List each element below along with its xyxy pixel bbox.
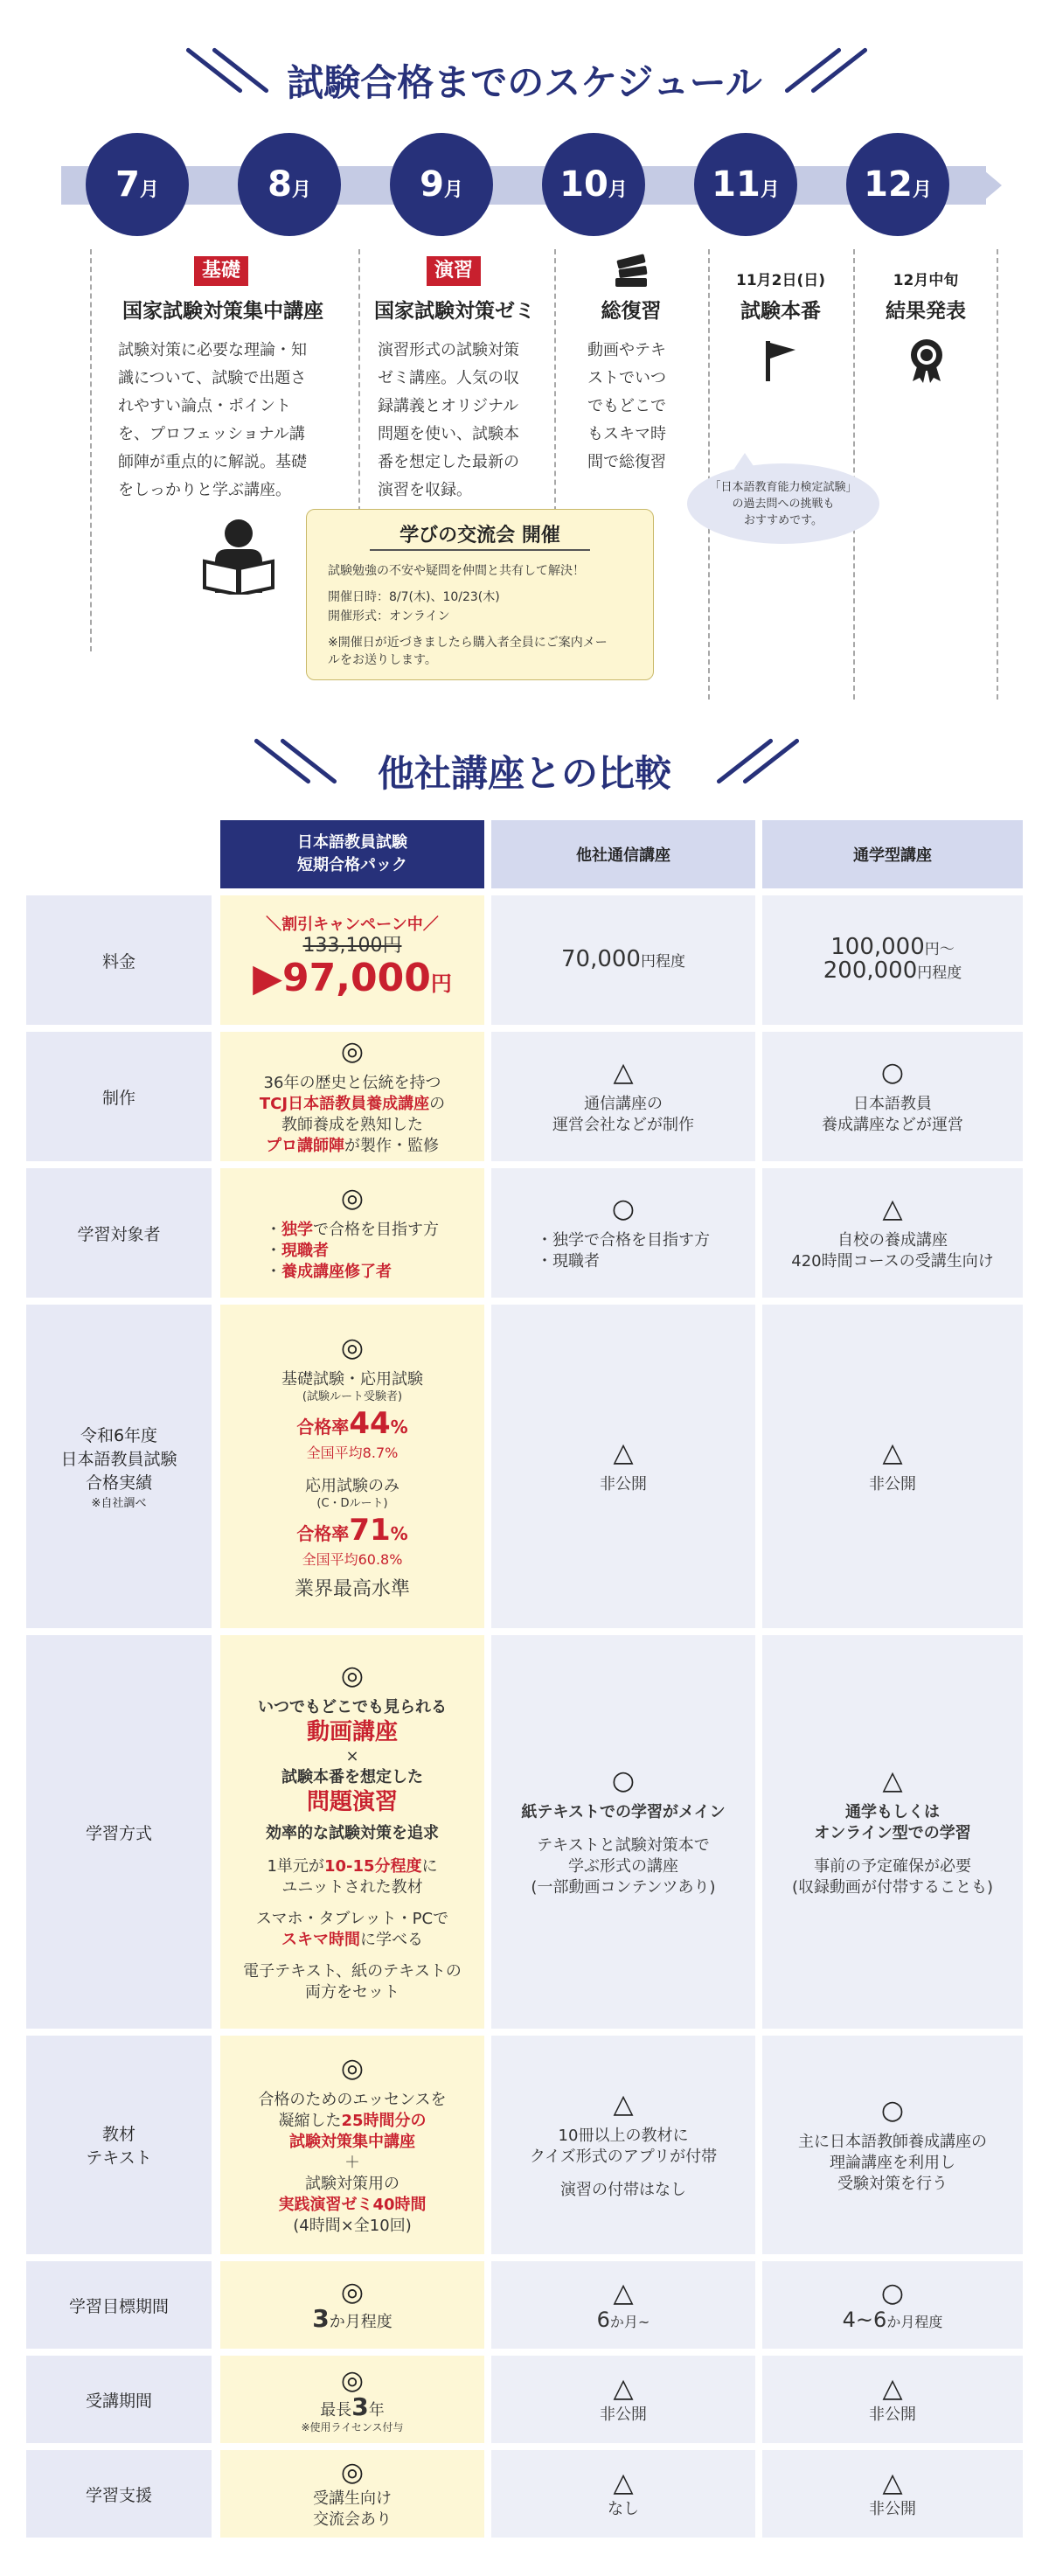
review-title: 総復習	[601, 300, 662, 323]
month-circle-7: 7月	[86, 133, 189, 236]
row-label-materials: 教材 テキスト	[26, 2036, 212, 2254]
books-icon	[612, 252, 650, 290]
support-other-correspondence: △ なし	[491, 2450, 755, 2538]
badge-practice: 演習	[427, 256, 481, 286]
past-exam-bubble: 「日本語教育能力検定試験」 の過去問への挑戦も おすすめです。	[687, 463, 879, 544]
materials-our-course: ◎ 合格のためのエッセンスを 凝縮した25時間分の 試験対策集中講座 ＋ 試験対策用の 実践演習ゼミ40時間 (4時間×全10回)	[220, 2036, 484, 2254]
exam-title: 試験本番	[740, 300, 821, 323]
reader-icon	[199, 516, 278, 595]
result-title: 結果発表	[886, 300, 966, 323]
row-label-support: 学習支援	[26, 2450, 212, 2538]
flag-icon	[761, 339, 801, 383]
materials-other-correspondence: △ 10冊以上の教材に クイズ形式のアプリが付帯 演習の付帯はなし	[491, 2036, 755, 2254]
goal-other-correspondence: △ 6か月~	[491, 2261, 755, 2349]
divider	[90, 249, 92, 651]
month-circle-12: 12月	[846, 133, 949, 236]
period-our-course: ◎ 最長3年 ※使用ライセンス付与	[220, 2356, 484, 2443]
medal-icon	[907, 338, 946, 385]
divider	[708, 249, 710, 700]
exam-date: 11月2日(日)	[735, 272, 826, 289]
price-school-course: 100,000円～ 200,000円程度	[762, 895, 1023, 1025]
row-label-results: 令和6年度 日本語教員試験 合格実績 ※自社調べ	[26, 1305, 212, 1628]
schedule-title: 試験合格までのスケジュール	[287, 61, 762, 104]
divider	[554, 249, 556, 512]
row-label-goal: 学習目標期間	[26, 2261, 212, 2349]
divider	[997, 249, 998, 700]
method-our-course: ◎ いつでもどこでも見られる 動画講座 × 試験本番を想定した 問題演習 効率的な試験対策を追求 1単元が10-15分程度に ユニットされた教材 スマホ・タブレット・PCで スキマ時間に学べる 電子テキスト、紙のテキストの 両方をセット	[220, 1635, 484, 2029]
month-circle-10: 10月	[542, 133, 645, 236]
basic-course-title: 国家試験対策集中講座	[122, 300, 323, 323]
row-label-price: 料金	[26, 895, 212, 1025]
results-our-course: ◎ 基礎試験・応用試験 (試験ルート受験者) 合格率44% 全国平均8.7% 応用試験のみ (C・Dルート) 合格率71% 全国平均60.8% 業界最高水準	[220, 1305, 484, 1628]
results-other-correspondence: △ 非公開	[491, 1305, 755, 1628]
results-school-course: △ 非公開	[762, 1305, 1023, 1628]
timeline-arrow	[979, 166, 1002, 205]
exchange-line: 開催形式：オンライン	[328, 609, 450, 623]
target-school-course: △ 自校の養成講座 420時間コースの受講生向け	[762, 1168, 1023, 1298]
exchange-line: 試験勉強の不安や疑問を仲間と共有して解決！	[328, 564, 585, 578]
materials-school-course: ○ 主に日本語教師養成講座の 理論講座を利用し 受験対策を行う	[762, 2036, 1023, 2254]
exchange-line: ルをお送りします。	[328, 653, 437, 667]
row-label-target: 学習対象者	[26, 1168, 212, 1298]
row-label-period: 受講期間	[26, 2356, 212, 2443]
result-date: 12月中旬	[893, 272, 959, 289]
review-description: 動画やテキ ストでいつ でもどこで もスキマ時 間で総復習	[587, 341, 666, 471]
basic-course-description: 試験対策に必要な理論・知 識について、試験で出題さ れやすい論点・ポイント を、プロフェッショナル講 師陣が重点的に解説。基礎 をしっかりと学ぶ講座。	[118, 341, 307, 499]
exchange-line: ※開催日が近づきましたら購入者全員にご案内メー	[328, 636, 608, 650]
goal-school-course: ○ 4~6か月程度	[762, 2261, 1023, 2349]
month-circle-11: 11月	[694, 133, 797, 236]
method-other-correspondence: ○ 紙テキストでの学習がメイン テキストと試験対策本で 学ぶ形式の講座 (一部動画コンテンツあり)	[491, 1635, 755, 2029]
period-other-correspondence: △ 非公開	[491, 2356, 755, 2443]
row-label-production: 制作	[26, 1032, 212, 1161]
period-school-course: △ 非公開	[762, 2356, 1023, 2443]
month-circle-9: 9月	[390, 133, 493, 236]
exchange-line: 開催日時：8/7(木)、10/23(木)	[328, 590, 500, 604]
header-our-course: 日本語教員試験 短期合格パック	[220, 820, 484, 888]
header-school-course: 通学型講座	[762, 820, 1023, 888]
badge-basic: 基礎	[194, 256, 248, 286]
production-school-course: ○ 日本語教員 養成講座などが運営	[762, 1032, 1023, 1161]
row-label-method: 学習方式	[26, 1635, 212, 2029]
comparison-title: 他社講座との比較	[377, 752, 671, 795]
practice-course-description: 演習形式の試験対策 ゼミ講座。人気の収 録講義とオリジナル 問題を使い、試験本 番を想定した最新の 演習を収録。	[378, 341, 519, 499]
exchange-event-box	[306, 509, 654, 680]
method-school-course: △ 通学もしくは オンライン型での学習 事前の予定確保が必要 (収録動画が付帯することも)	[762, 1635, 1023, 2029]
month-circle-8: 8月	[238, 133, 341, 236]
production-our-course: ◎ 36年の歴史と伝統を持つ TCJ日本語教員養成講座の 教師養成を熟知した プロ講師陣が製作・監修	[220, 1032, 484, 1161]
practice-course-title: 国家試験対策ゼミ	[374, 300, 535, 323]
price-our-course: ＼割引キャンペーン中／ 133,100円 ▶97,000円	[220, 895, 484, 1025]
price-other-correspondence: 70,000円程度	[491, 895, 755, 1025]
header-other-correspondence: 他社通信講座	[491, 820, 755, 888]
target-our-course: ◎ ・独学で合格を目指す方 ・現職者 ・養成講座修了者	[220, 1168, 484, 1298]
exchange-title: 学びの交流会 開催	[370, 520, 590, 551]
support-our-course: ◎ 受講生向け 交流会あり	[220, 2450, 484, 2538]
goal-our-course: ◎ 3か月程度	[220, 2261, 484, 2349]
production-other-correspondence: △ 通信講座の 運営会社などが制作	[491, 1032, 755, 1161]
support-school-course: △ 非公開	[762, 2450, 1023, 2538]
target-other-correspondence: ○ ・独学で合格を目指す方 ・現職者	[491, 1168, 755, 1298]
divider	[358, 249, 360, 512]
divider	[853, 249, 855, 700]
